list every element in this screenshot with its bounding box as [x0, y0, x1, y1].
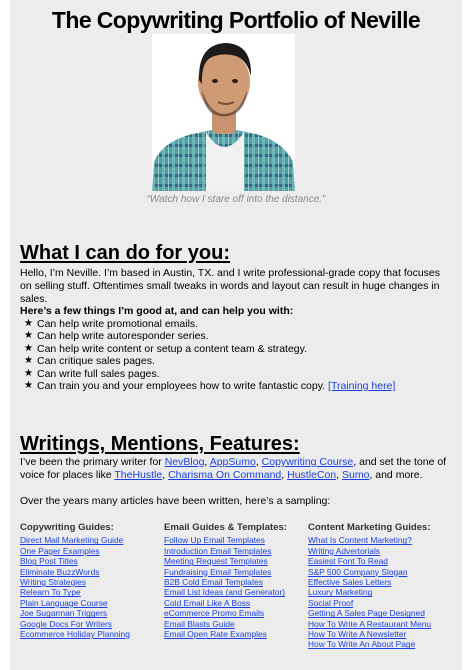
email-guides-column [164, 523, 304, 639]
article-link[interactable]: Follow Up Email Templates [164, 535, 265, 546]
star-bullet-icon: ★ [24, 318, 33, 329]
article-link[interactable]: Joe Sugarman Triggers [20, 608, 108, 619]
intro-paragraph: Hello, I’m Neville. I’m based in Austin, TX. and I write professional-grade copy that focuses on selling stuff. Oftentimes small tweaks in words and layout can result in huge changes in sales. [20, 267, 441, 305]
column-heading: Content Marketing Guides: [308, 522, 431, 533]
list-item: ★ Can help write content or setup a content team & strategy. [24, 342, 308, 355]
article-link[interactable]: Cold Email Like A Boss [164, 597, 251, 608]
article-link[interactable]: Meeting Request Templates [164, 556, 268, 567]
article-link[interactable]: How To Write A Restaurant Menu [308, 618, 432, 629]
content-marketing-column [308, 523, 448, 650]
thehustle-link[interactable]: TheHustle [114, 469, 163, 481]
article-link[interactable]: Luxury Marketing [308, 587, 373, 598]
star-bullet-icon: ★ [24, 342, 33, 354]
article-link[interactable]: One Pager Examples [20, 545, 100, 556]
column-heading: Email Guides & Templates: [164, 522, 287, 533]
nevblog-link[interactable]: NevBlog [164, 456, 205, 468]
star-bullet-icon: ★ [24, 330, 33, 342]
section-heading-writings: Writings, Mentions, Features: [20, 433, 300, 455]
article-link[interactable]: Ecommerce Holiday Planning [20, 629, 130, 640]
article-link[interactable]: Fundraising Email Templates [164, 566, 272, 577]
article-link[interactable]: Email Blasts Guide [164, 618, 235, 629]
photo-caption: “Watch how I stare off into the distance.” [146, 194, 326, 205]
training-link[interactable]: [Training here] [328, 380, 396, 393]
column-heading: Copywriting Guides: [20, 522, 114, 533]
article-link[interactable]: Easiest Font To Read [308, 556, 388, 567]
article-link[interactable]: Eliminate BuzzWords [20, 566, 100, 577]
list-item: ★ Can help write autoresponder series. [24, 330, 209, 343]
article-link[interactable]: Introduction Email Templates [164, 545, 272, 556]
article-link[interactable]: Plain Language Course [20, 597, 108, 608]
article-link[interactable]: Email List Ideas (and Generator) [164, 587, 286, 598]
list-item: ★ Can write full sales pages. [24, 367, 160, 380]
page-title: The Copywriting Portfolio of Neville [51, 7, 421, 33]
copywriting-course-link[interactable]: Copywriting Course [261, 456, 354, 468]
sumo-link[interactable]: Sumo [341, 469, 370, 481]
hustlecon-link[interactable]: HustleCon [287, 469, 337, 481]
section-heading-services: What I can do for you: [20, 242, 230, 264]
article-link[interactable]: What Is Content Marketing? [308, 535, 412, 546]
article-link[interactable]: Social Proof [308, 597, 354, 608]
article-link[interactable]: Direct Mail Marketing Guide [20, 535, 124, 546]
star-bullet-icon: ★ [24, 367, 33, 379]
portrait-illustration [152, 34, 295, 191]
appsumo-link[interactable]: AppSumo [209, 456, 256, 468]
star-bullet-icon: ★ [24, 355, 33, 367]
article-link[interactable]: Writing Strategies [20, 577, 86, 588]
skills-list [20, 318, 395, 392]
document-page [10, 0, 462, 670]
skills-intro: Here’s a few things I’m good at, and can help you with: [20, 305, 294, 317]
sampling-paragraph: Over the years many articles have been written, here’s a sampling: [20, 495, 331, 507]
article-link[interactable]: B2B Cold Email Templates [164, 577, 263, 588]
article-link[interactable]: How To Write A Newsletter [308, 629, 407, 640]
article-link[interactable]: Relearn To Type [20, 587, 81, 598]
writings-paragraph: I’ve been the primary writer for NevBlog, AppSumo, Copywriting Course, and set the tone of voice for places like TheHustle, Charisma On Command, HustleCon, Sumo, and more. [20, 456, 447, 481]
article-link[interactable]: Writing Advertorials [308, 545, 380, 556]
star-bullet-icon: ★ [24, 380, 33, 392]
article-link[interactable]: How To Write An About Page [308, 639, 416, 650]
list-item: ★ Can critique sales pages. [24, 355, 155, 368]
copywriting-guides-column [20, 523, 160, 639]
list-item: ★ Can help write promotional emails. [24, 318, 199, 330]
article-link[interactable]: Google Docs For Writers [20, 618, 112, 629]
article-link[interactable]: eCommerce Promo Emails [164, 608, 265, 619]
article-link[interactable]: Effective Sales Letters [308, 577, 392, 588]
article-link[interactable]: Getting A Sales Page Designed [308, 608, 425, 619]
list-item: ★ Can train you and your employees how to write fantastic copy. [Training here] [24, 380, 396, 393]
charisma-on-command-link[interactable]: Charisma On Command [168, 469, 282, 481]
article-link[interactable]: Email Open Rate Examples [164, 629, 267, 640]
article-link[interactable]: Blog Post Titles [20, 556, 78, 567]
portrait-photo [152, 34, 295, 191]
article-link[interactable]: S&P 500 Company Slogan [308, 566, 408, 577]
